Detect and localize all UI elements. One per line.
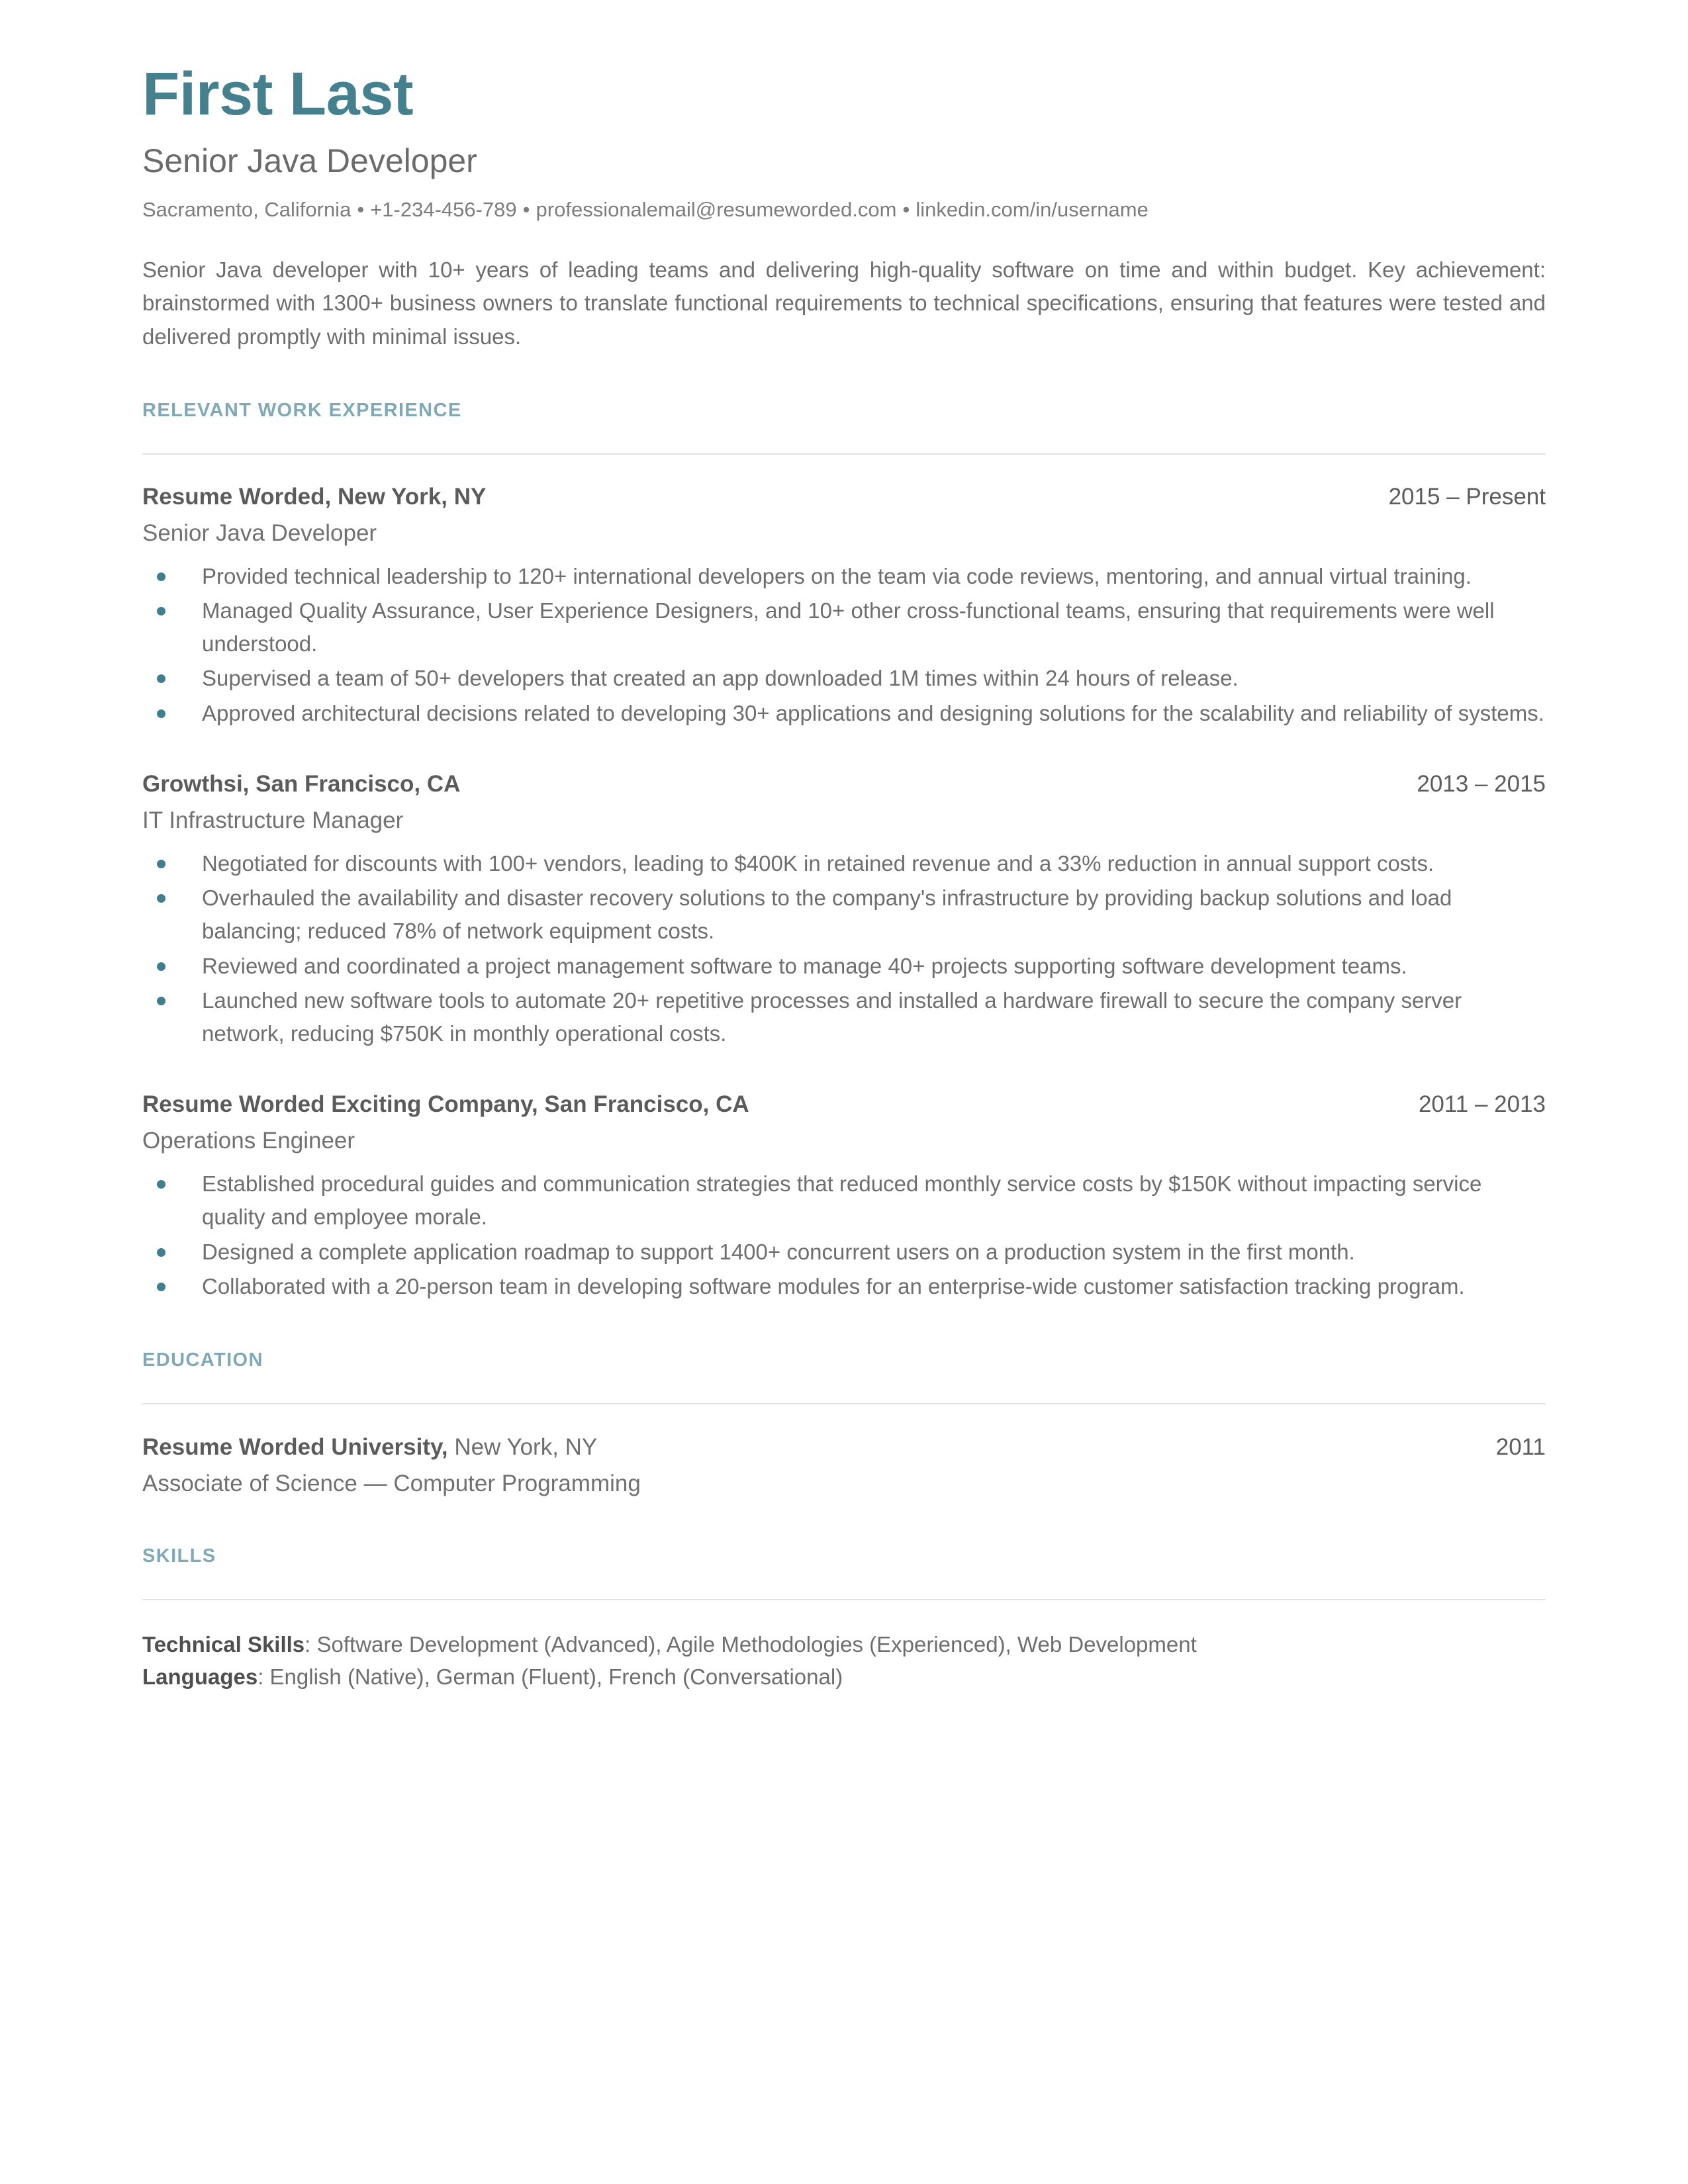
experience-bullet-list <box>142 847 1546 1050</box>
experience-entry-header <box>142 770 1546 799</box>
experience-entry <box>142 482 1546 730</box>
contact-line <box>142 197 1546 223</box>
bullet-dot-icon <box>157 607 165 615</box>
section-title-education: EDUCATION <box>142 1349 263 1371</box>
skills-languages-line <box>142 1661 1546 1694</box>
contact-separator-1: • <box>357 198 365 221</box>
experience-job-title: IT Infrastructure Manager <box>142 807 404 833</box>
bullet-dot-icon <box>157 860 165 868</box>
section-experience <box>142 400 1546 1303</box>
experience-bullet <box>142 697 1546 730</box>
experience-bullet <box>142 594 1546 660</box>
section-title-experience: RELEVANT WORK EXPERIENCE <box>142 399 462 421</box>
experience-bullet <box>142 984 1546 1050</box>
experience-entry-header <box>142 1090 1546 1119</box>
skills-technical-value: : Software Development (Advanced), Agile Methodologies (Experienced), Web Development <box>305 1631 1197 1657</box>
section-education <box>142 1349 1546 1499</box>
section-divider-education <box>142 1403 1546 1404</box>
experience-bullet <box>142 1167 1546 1234</box>
experience-bullet <box>142 882 1546 948</box>
experience-bullet-text: Approved architectural decisions related to developing 30+ applications and designing solutions for the scalability and reliability of systems. <box>202 700 1544 725</box>
section-title-skills: SKILLS <box>142 1545 216 1567</box>
skills-technical-label: Technical Skills <box>142 1631 305 1657</box>
experience-organization: Growthsi, San Francisco, CA <box>142 770 461 797</box>
experience-bullet-text: Managed Quality Assurance, User Experience Designers, and 10+ other cross-functional teams, ensuring that requirements were well understood. <box>202 598 1495 657</box>
bullet-dot-icon <box>157 962 165 971</box>
skills-technical-line <box>142 1628 1546 1661</box>
contact-phone[interactable]: +1-234-456-789 <box>370 198 517 221</box>
experience-dates: 2015 – Present <box>1388 483 1546 510</box>
education-degree: Associate of Science — Computer Programming <box>142 1471 641 1497</box>
experience-bullet-text: Reviewed and coordinated a project management software to manage 40+ projects supporting software development teams. <box>202 953 1407 978</box>
experience-bullet-text: Provided technical leadership to 120+ international developers on the team via code reviews, mentoring, and annual virtual training. <box>202 564 1472 589</box>
section-divider-experience <box>142 453 1546 455</box>
experience-bullet <box>142 847 1546 880</box>
experience-job-title: Senior Java Developer <box>142 520 377 546</box>
bullet-dot-icon <box>157 997 165 1005</box>
experience-bullet-list <box>142 560 1546 730</box>
education-location: New York, NY <box>447 1433 598 1460</box>
experience-bullet <box>142 950 1546 983</box>
bullet-dot-icon <box>157 674 165 683</box>
education-entry-header <box>142 1432 1546 1463</box>
experience-organization: Resume Worded, New York, NY <box>142 483 487 510</box>
experience-bullet-text: Established procedural guides and communication strategies that reduced monthly service costs by $150K without impacting service quality and employee morale. <box>202 1171 1482 1230</box>
experience-bullet-text: Collaborated with a 20-person team in developing software modules for an enterprise-wide customer satisfaction tracking program. <box>202 1273 1465 1298</box>
education-school-line <box>142 1432 597 1463</box>
contact-location: Sacramento, California <box>142 198 352 221</box>
experience-dates: 2013 – 2015 <box>1417 770 1546 797</box>
experience-organization: Resume Worded Exciting Company, San Francisco, CA <box>142 1091 749 1117</box>
resume-header <box>142 60 1546 353</box>
contact-linkedin[interactable]: linkedin.com/in/username <box>915 198 1149 221</box>
experience-bullet-text: Launched new software tools to automate 20+ repetitive processes and installed a hardware firewall to secure the company server network, reducing $750K in monthly operational costs. <box>202 987 1462 1046</box>
experience-bullet-text: Designed a complete application roadmap to support 1400+ concurrent users on a production system in the first month. <box>202 1239 1355 1264</box>
experience-entry-header <box>142 482 1546 512</box>
education-school: Resume Worded University, <box>142 1433 448 1460</box>
candidate-headline: Senior Java Developer <box>142 142 477 179</box>
candidate-name: First Last <box>142 60 414 128</box>
bullet-dot-icon <box>157 572 165 581</box>
experience-bullet-text: Overhauled the availability and disaster recovery solutions to the company's infrastructure by providing backup solutions and load balancing; reduced 78% of network equipment costs. <box>202 886 1452 944</box>
experience-entry <box>142 770 1546 1050</box>
experience-bullet-text: Negotiated for discounts with 100+ vendors, leading to $400K in retained revenue and a 33% reduction in annual support costs. <box>202 851 1434 876</box>
experience-job-title: Operations Engineer <box>142 1127 355 1154</box>
bullet-dot-icon <box>157 894 165 903</box>
bullet-dot-icon <box>157 1248 165 1257</box>
experience-dates: 2011 – 2013 <box>1418 1091 1546 1117</box>
skills-languages-value: : English (Native), German (Fluent), French (Conversational) <box>258 1664 843 1690</box>
experience-bullet <box>142 1270 1546 1303</box>
section-spacer <box>142 1312 1546 1349</box>
bullet-dot-icon <box>157 709 165 718</box>
bullet-dot-icon <box>157 1180 165 1189</box>
experience-bullet-text: Supervised a team of 50+ developers that created an app downloaded 1M times within 24 hours of release. <box>202 666 1239 691</box>
bullet-dot-icon <box>157 1283 165 1291</box>
experience-entry <box>142 1090 1546 1303</box>
experience-bullet-list <box>142 1167 1546 1303</box>
professional-summary: Senior Java developer with 10+ years of leading teams and delivering high-quality software on time and within budget. Key achievement: brainstormed with 1300+ business owners to translate functional requirements to technical specifications, ensuring that features were tested and delivered promptly with minimal issues. <box>142 257 1546 349</box>
experience-bullet <box>142 662 1546 695</box>
contact-separator-2: • <box>522 198 530 221</box>
entry-spacer <box>142 1060 1546 1090</box>
experience-bullet <box>142 1236 1546 1269</box>
skills-languages-label: Languages <box>142 1664 258 1690</box>
education-date: 2011 <box>1495 1433 1546 1460</box>
section-divider-skills <box>142 1599 1546 1600</box>
education-entry <box>142 1432 1546 1499</box>
section-spacer <box>142 1508 1546 1545</box>
contact-email[interactable]: professionalemail@resumeworded.com <box>536 198 897 221</box>
contact-separator-3: • <box>902 198 910 221</box>
entry-spacer <box>142 739 1546 770</box>
experience-bullet <box>142 560 1546 593</box>
section-skills <box>142 1545 1546 1694</box>
